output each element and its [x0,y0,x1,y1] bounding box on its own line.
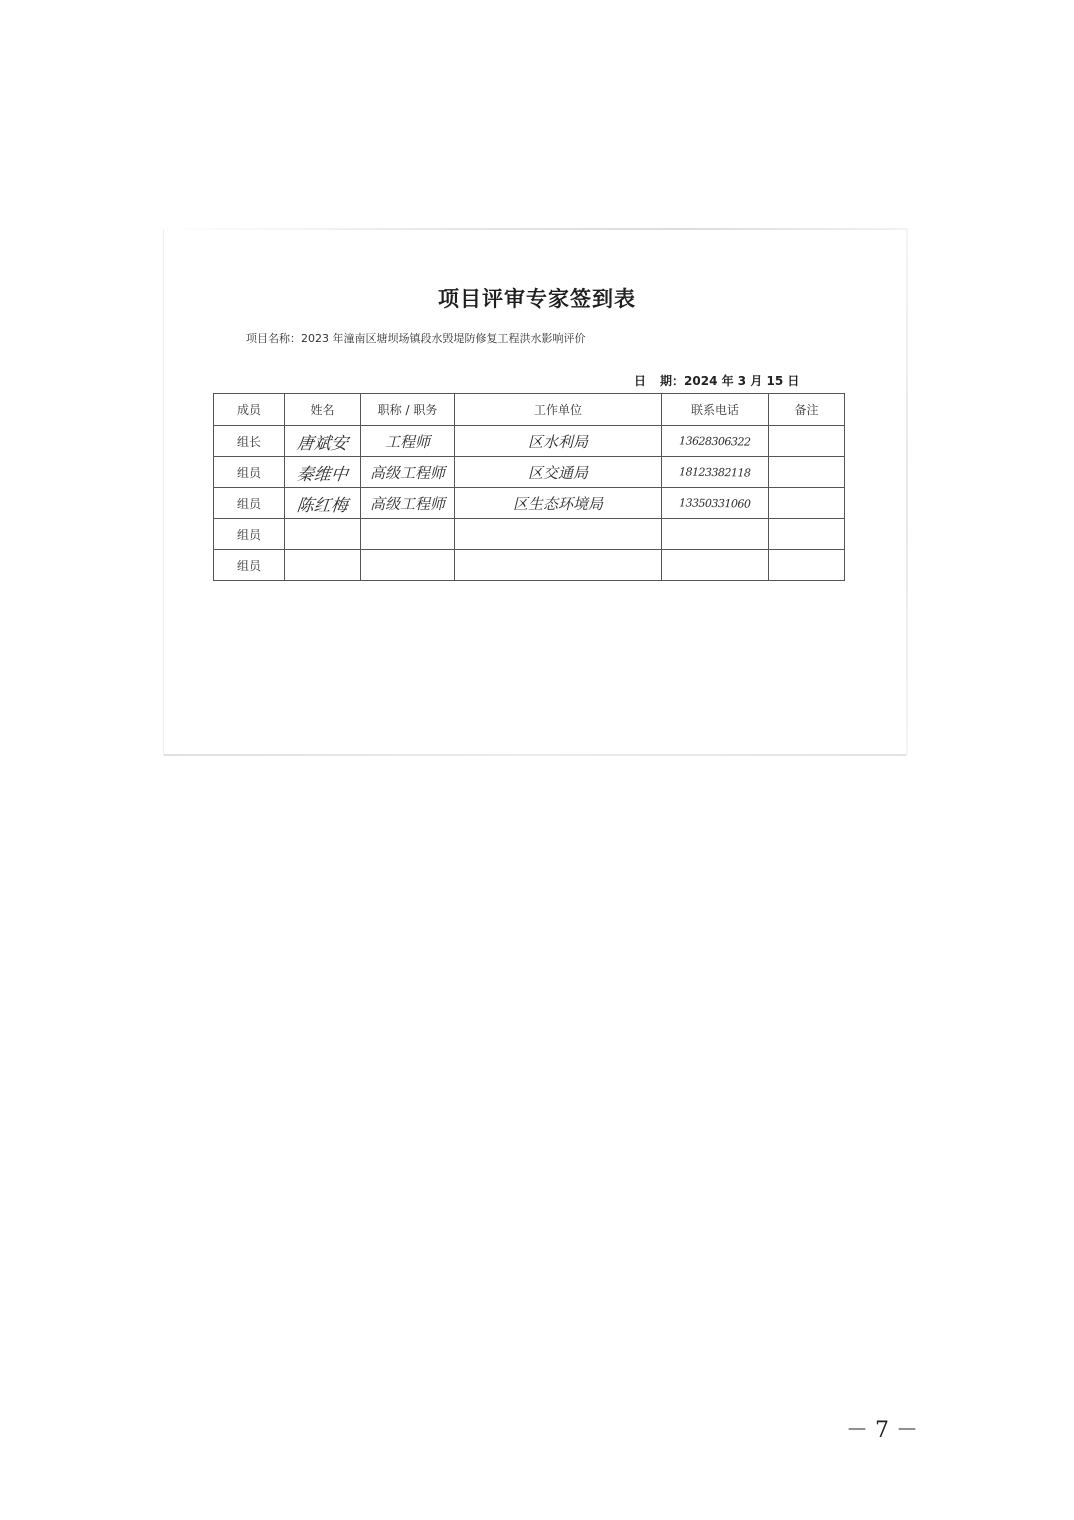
date-label: 日 [634,374,647,388]
cell-note [769,457,845,488]
cell-phone [662,550,769,581]
cell-role: 组员 [214,519,285,550]
table-row [214,488,845,519]
cell-role: 组员 [214,457,285,488]
form-title: 项目评审专家签到表 [438,287,636,311]
cell-title [361,519,455,550]
handwritten-name: 陈红梅 [295,495,349,516]
handwritten-title: 高级工程师 [369,494,445,513]
header-role: 成员 [214,394,285,426]
handwritten-name: 唐斌安 [295,433,349,454]
cell-name [285,426,361,457]
handwritten-unit: 区水利局 [527,432,588,451]
cell-unit [455,457,662,488]
table-row [214,519,845,550]
cell-note [769,426,845,457]
cell-note [769,550,845,581]
handwritten-phone: 18123382118 [679,465,751,480]
cell-unit [455,519,662,550]
handwritten-phone: 13628306322 [679,434,751,449]
header-note: 备注 [769,394,845,426]
table-row [214,550,845,581]
cell-name [285,488,361,519]
cell-phone [662,519,769,550]
cell-name [285,519,361,550]
cell-phone [662,488,769,519]
handwritten-phone: 13350331060 [679,496,751,511]
scan-edge-top [163,228,908,230]
cell-title [361,426,455,457]
cell-role: 组长 [214,426,285,457]
handwritten-unit: 区交通局 [527,463,588,482]
handwritten-title: 高级工程师 [369,463,445,482]
page-number: － 7 － [846,1418,918,1443]
header-title: 职称 / 职务 [361,394,455,426]
header-unit: 工作单位 [455,394,662,426]
cell-role: 组员 [214,488,285,519]
sign-in-table [213,393,845,581]
cell-title [361,457,455,488]
table-header-row [214,394,845,426]
cell-phone [662,426,769,457]
handwritten-title: 工程师 [384,432,430,451]
cell-note [769,488,845,519]
header-name: 姓名 [285,394,361,426]
date-value: 2024 年 3 月 15 日 [684,374,800,388]
project-name-line: 项目名称：2023 年潼南区塘坝场镇段水毁堤防修复工程洪水影响评价 [246,332,586,345]
header-phone: 联系电话 [662,394,769,426]
cell-phone [662,457,769,488]
table-row [214,457,845,488]
table-row [214,426,845,457]
cell-title [361,550,455,581]
scan-edge-bottom [163,754,908,756]
cell-name [285,550,361,581]
handwritten-unit: 区生态环境局 [512,494,603,513]
cell-note [769,519,845,550]
date-line [634,372,799,389]
date-label-2: 期： [660,374,685,388]
cell-unit [455,550,662,581]
cell-unit [455,488,662,519]
cell-title [361,488,455,519]
cell-unit [455,426,662,457]
cell-name [285,457,361,488]
handwritten-name: 秦维中 [295,464,349,485]
cell-role: 组员 [214,550,285,581]
